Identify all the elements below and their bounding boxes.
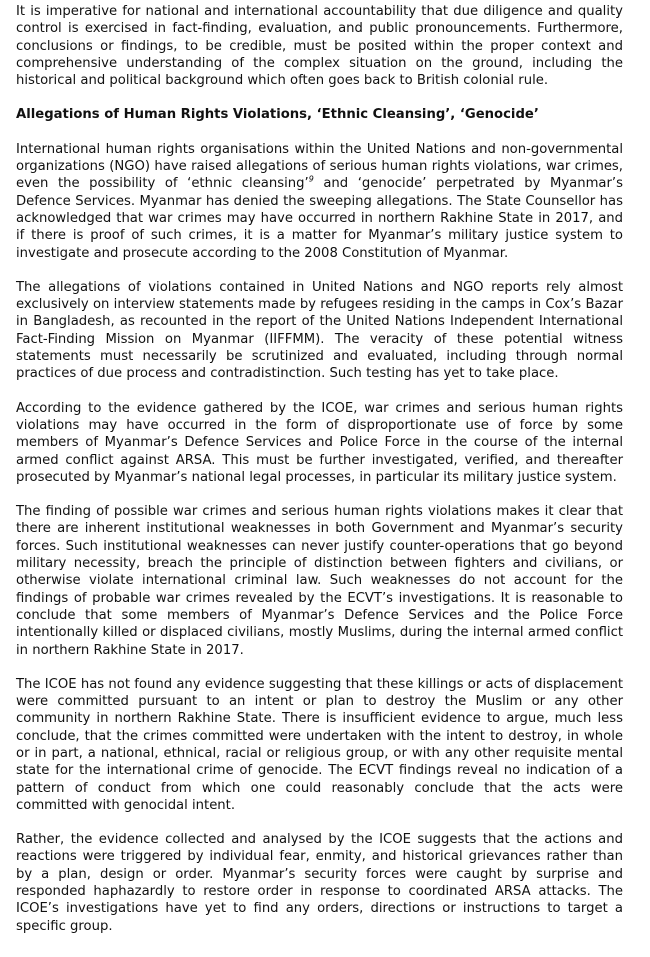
footnote-marker: 9 <box>308 174 314 184</box>
allegations-text-start: International human rights organisations within the United Nations and non-governmental organizations (NGO) have raised allegations of serious human rights violations, war crimes, even the possibility of ‘ethnic cleansing’ <box>16 141 623 192</box>
allegations-text-end: and ‘genocide’ perpetrated by Myanmar’s Defence Services. Myanmar has denied the sweeping allegations. The State Counsellor has acknowledged that war crimes may have occurred in northern Rakhine State in 2017, and if there is proof of such crimes, it is a matter for Myanmar’s military justice system to investigate and prosecute according to the 2008 Constitution of Myanmar. <box>16 176 623 261</box>
genocide-intent-paragraph: The ICOE has not found any evidence suggesting that these killings or acts of displacement were committed pursuant to an intent or plan to destroy the Muslim or any other community in northern Rakhine State. There is insufficient evidence to argue, much less conclude, that the crimes committed were undertaken with the intent to destroy, in whole or in part, a national, ethnical, racial or religious group, or with any other requisite mental state for the international crime of genocide. The ECVT findings reveal no indication of a pattern of conduct from which one could reasonably conclude that the acts were committed with genocidal intent. <box>16 676 623 813</box>
section-heading: Allegations of Human Rights Violations, ‘Ethnic Cleansing’, ‘Genocide’ <box>16 107 539 123</box>
institutional-weakness-paragraph: The finding of possible war crimes and serious human rights violations makes it clear that there are inherent institutional weaknesses in both Government and Myanmar’s security forces. Such institutional weaknesses can never justify counter-operations that go beyond military necessity, breach the principle of distinction between fighters and civilians, or otherwise violate international criminal law. Such weaknesses do not account for the findings of probable war crimes revealed by the ECVT’s investigations. It is reasonable to conclude that some members of Myanmar’s Defence Services and the Police Force intentionally killed or displaced civilians, mostly Muslims, during the internal armed conflict in northern Rakhine State in 2017. <box>16 504 623 658</box>
allegations-paragraph <box>16 141 623 262</box>
conclusion-paragraph: Rather, the evidence collected and analysed by the ICOE suggests that the actions and reactions were triggered by individual fear, enmity, and historical grievances rather than by a plan, design or order. Myanmar’s security forces were caught by surprise and responded haphazardly to restore order in response to coordinated ARSA attacks. The ICOE’s investigations have yet to find any orders, directions or instructions to target a specific group. <box>16 832 623 934</box>
refugee-statements-paragraph: The allegations of violations contained in United Nations and NGO reports rely almost exclusively on interview statements made by refugees residing in the camps in Cox’s Bazar in Bangladesh, as recounted in the report of the United Nations Independent International Fact-Finding Mission on Myanmar (IIFFMM). The veracity of these potential witness statements must necessarily be scrutinized and evaluated, including through normal practices of due process and contradistinction. Such testing has yet to take place. <box>16 279 623 382</box>
icoe-evidence-paragraph: According to the evidence gathered by the ICOE, war crimes and serious human rights violations may have occurred in the form of disproportionate use of force by some members of Myanmar’s Defence Services and Police Force in the course of the internal armed conflict against ARSA. This must be further investigated, verified, and thereafter prosecuted by Myanmar’s national legal processes, in particular its military justice system. <box>16 400 623 485</box>
document-page <box>16 3 623 952</box>
intro-paragraph: It is imperative for national and international accountability that due diligence and quality control is exercised in fact-finding, evaluation, and public pronouncements. Furthermore, conclusions or findings, to be credible, must be posited within the proper context and comprehensive understanding of the complex situation on the ground, including the historical and political background which often goes back to British colonial rule. <box>16 4 623 89</box>
